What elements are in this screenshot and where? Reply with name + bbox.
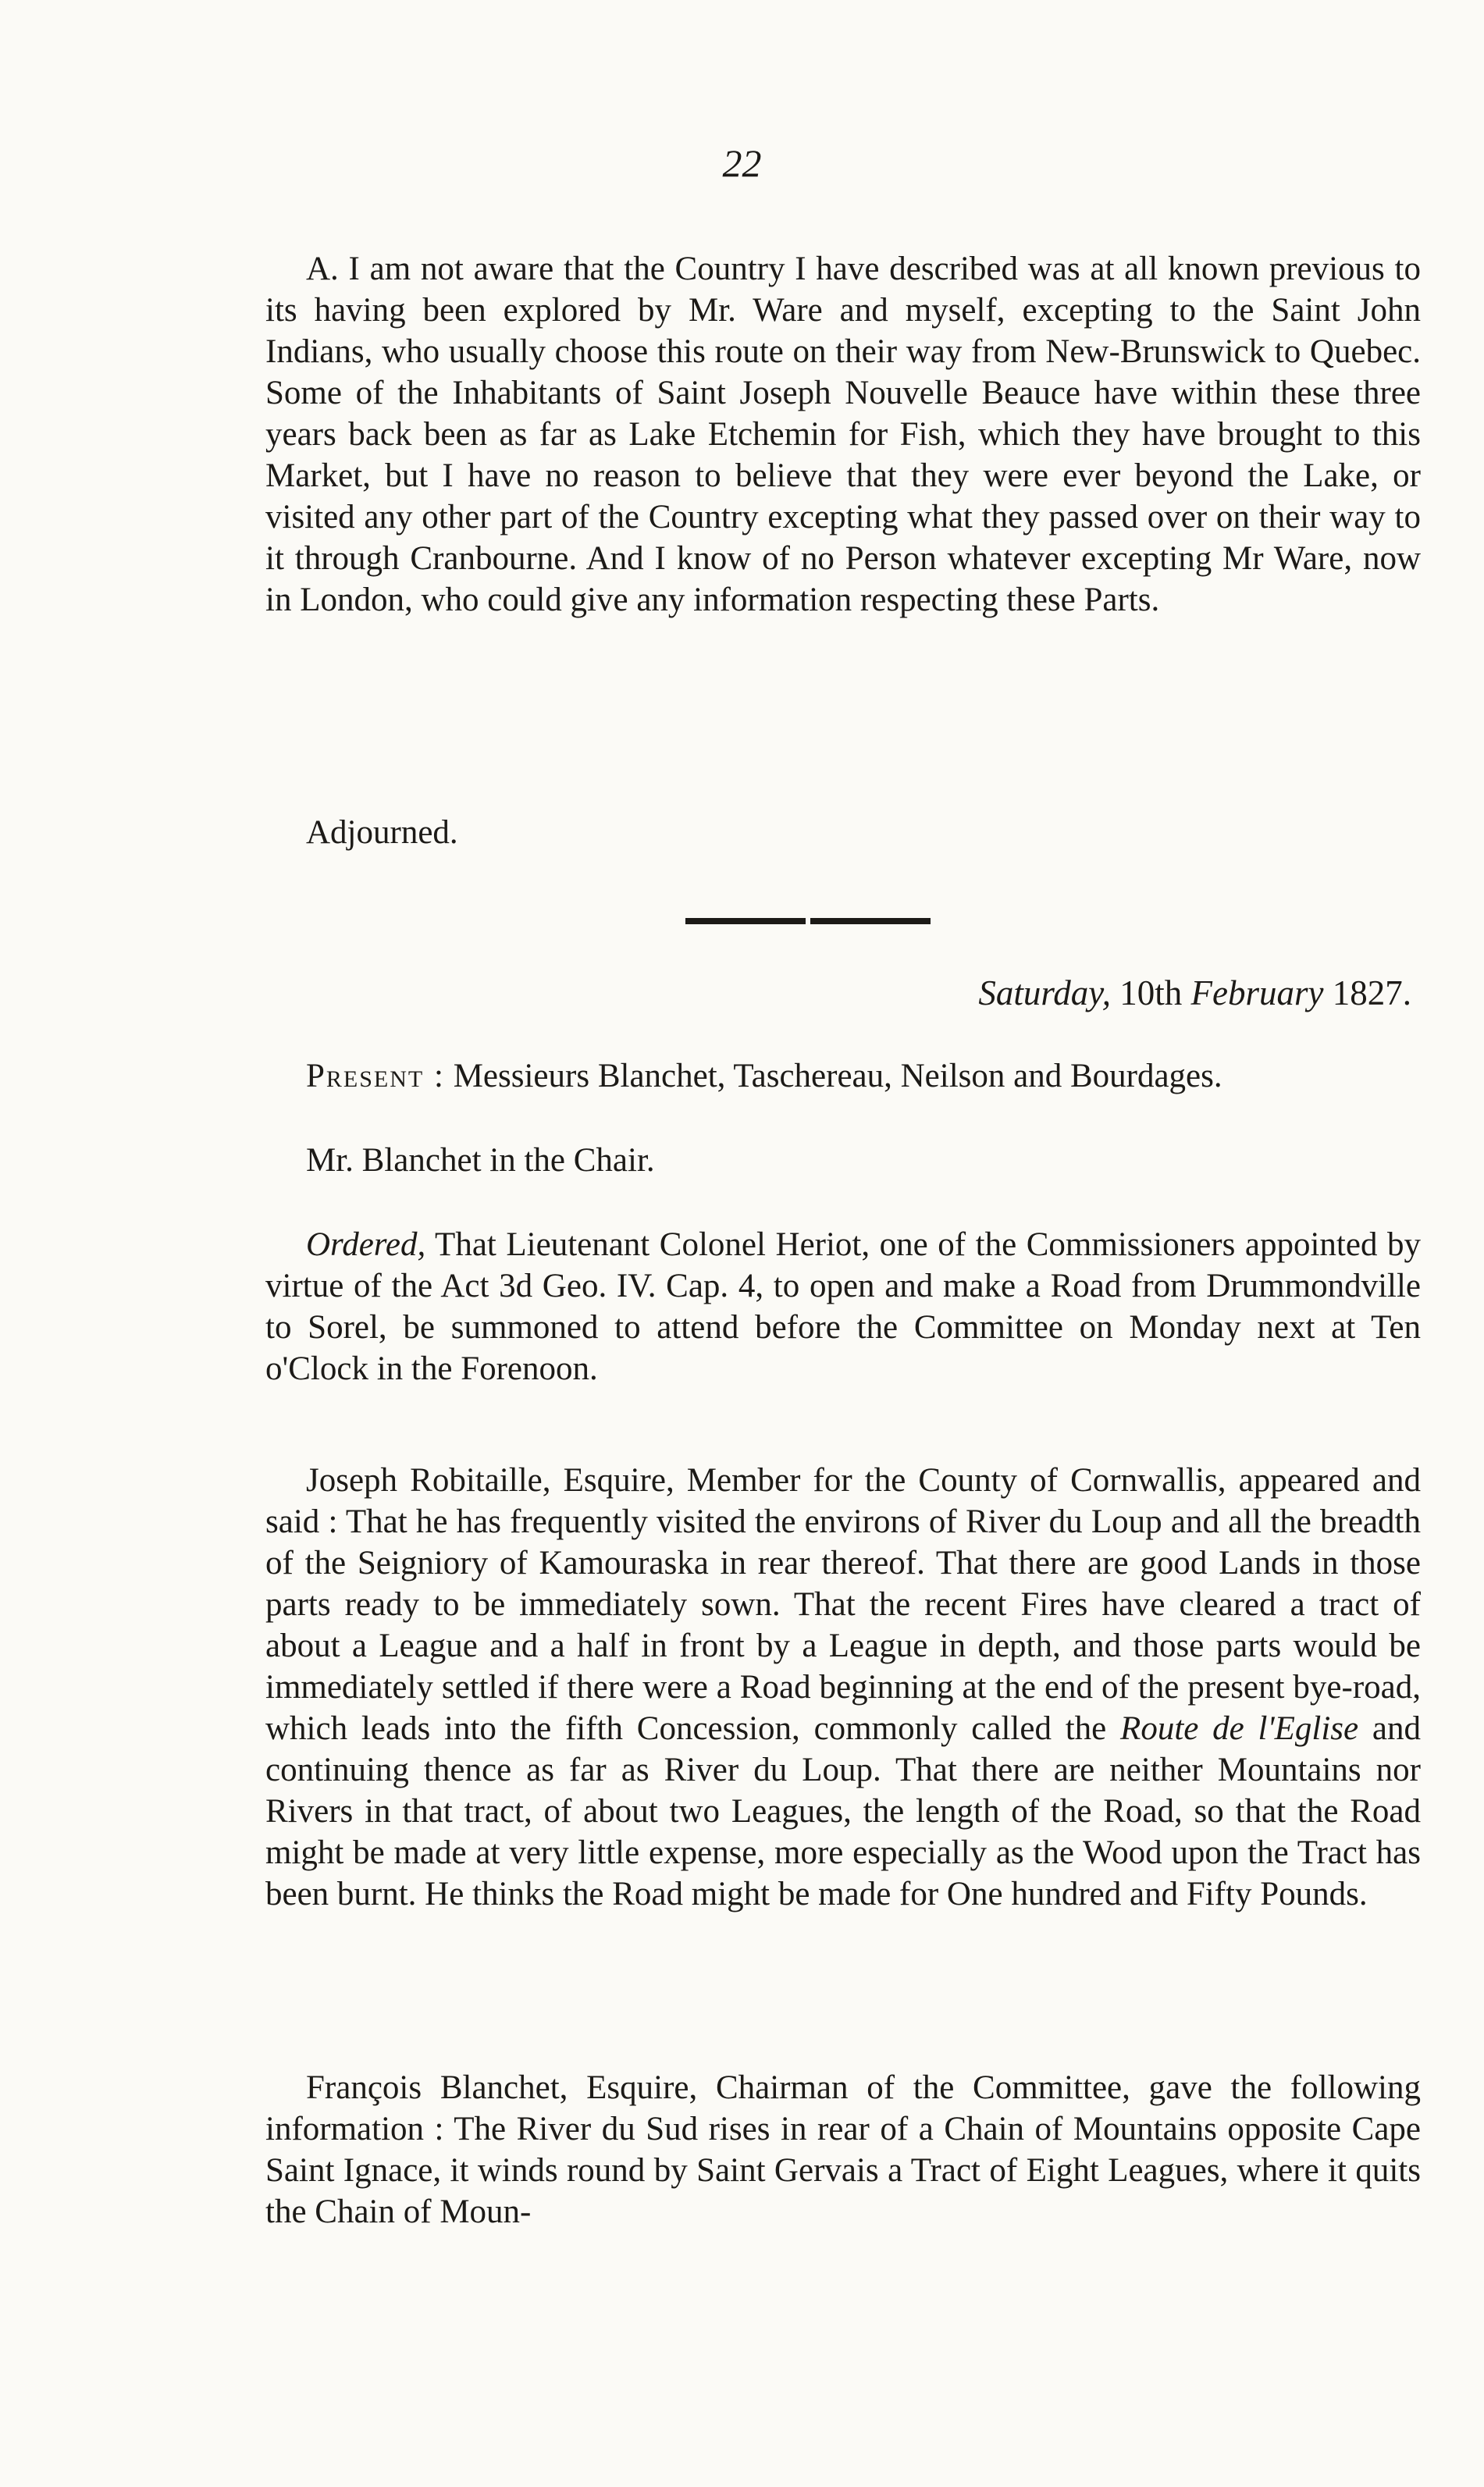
ordered-label: Ordered, (306, 1226, 426, 1263)
answer-block (265, 248, 1421, 621)
page-number: 22 (722, 141, 762, 185)
blanchet-block (265, 2067, 1421, 2233)
ordered-paragraph (265, 1224, 1421, 1389)
present-names: Messieurs Blanchet, Taschereau, Neilson and Bourdages. (453, 1058, 1222, 1094)
adjourned-block (265, 812, 1421, 853)
robitaille-text-after: and continuing thence as far as River du Loup. That there are neither Mountains nor Rivers in that tract, of about two Leagues, the length of the Road, so that the Road might be made at very little expense, more especially as the Wood upon the Tract has been burnt. He thinks the Road might be made for One hundred and Fifty Pounds. (265, 1710, 1421, 1912)
ordered-text: That Lieutenant Colonel Heriot, one of the Commissioners appointed by virtue of the Act 3d Geo. IV. Cap. 4, to open and make a Road from Drummondville to Sorel, be summoned to attend before the Committee on Monday next at Ten o'Clock in the Forenoon. (265, 1226, 1421, 1387)
date-month: February (1190, 973, 1324, 1012)
route-name: Route de l'Eglise (1120, 1710, 1359, 1747)
chair-block (265, 1140, 1421, 1181)
present-block (265, 1055, 1421, 1097)
adjourned-text: Adjourned. (306, 814, 458, 851)
ordered-block (265, 1224, 1421, 1389)
section-divider (685, 918, 931, 924)
robitaille-block (265, 1460, 1421, 1915)
date-year: 1827. (1332, 973, 1411, 1012)
session-date (265, 973, 1411, 1013)
robitaille-text-before: Joseph Robitaille, Esquire, Member for the County of Cornwallis, appeared and said : That he has frequently visited the environs of River du Loup and all the breadth of the Seigniory of Kamouraska in rear thereof. That there are good Lands in those parts ready to be immediately sown. That the recent Fires have cleared a tract of about a League and a half in front by a League in depth, and those parts would be immediately settled if there were a Road beginning at the end of the present bye-road, which leads into the fifth Concession, commonly called the (265, 1462, 1421, 1747)
robitaille-paragraph (265, 1460, 1421, 1915)
present-label: Present : (306, 1058, 445, 1094)
answer-paragraph: A. I am not aware that the Country I have described was at all known previous to its having been explored by Mr. Ware and myself, excepting to the Saint John Indians, who usually choose this route on their way from New-Brunswick to Quebec. Some of the Inhabitants of Saint Joseph Nouvelle Beauce have within these three years back been as far as Lake Etchemin for Fish, which they have brought to this Market, but I have no reason to believe that they were ever beyond the Lake, or visited any other part of the Country excepting what they passed over on their way to it through Cranbourne. And I know of no Person whatever excepting Mr Ware, now in London, who could give any information respecting these Parts. (265, 251, 1421, 618)
blanchet-paragraph: François Blanchet, Esquire, Chairman of the Committee, gave the following information : The River du Sud rises in rear of a Chain of Mountains opposite Cape Saint Ignace, it winds round by Saint Gervais a Tract of Eight Leagues, where it quits the Chain of Moun- (265, 2069, 1421, 2230)
date-day: Saturday, (978, 973, 1112, 1012)
present-line (265, 1055, 1421, 1097)
chair-line: Mr. Blanchet in the Chair. (306, 1142, 655, 1179)
date-num: 10th (1119, 973, 1183, 1012)
